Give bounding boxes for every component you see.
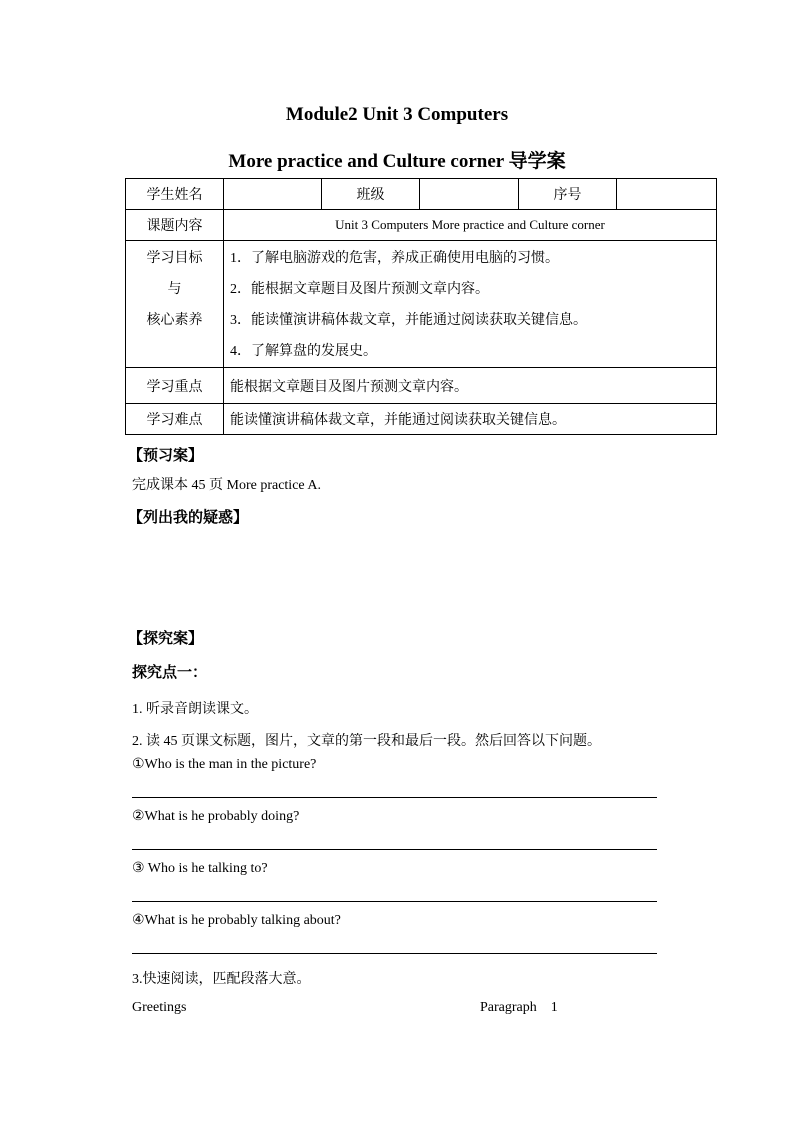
step-2: 2. 读 45 页课文标题，图片，文章的第一段和最后一段。然后回答以下问题。 — [132, 734, 601, 749]
goals-label-line: 与 — [167, 282, 182, 297]
label-difficulty: 学习难点 — [126, 404, 224, 435]
info-table — [125, 178, 717, 435]
difficulty-value: 能读懂演讲稿体裁文章，并能通过阅读获取关键信息。 — [224, 404, 717, 435]
match-right-item: Paragraph 1 — [480, 1000, 558, 1015]
goal-item: 4．了解算盘的发展史。 — [230, 344, 377, 359]
doubts-heading: 【列出我的疑惑】 — [128, 510, 249, 526]
table-row — [126, 179, 717, 210]
preview-heading: 【预习案】 — [128, 448, 204, 464]
class-field[interactable] — [420, 179, 519, 210]
question-3: ③ Who is he talking to? — [132, 861, 268, 876]
label-topic: 课题内容 — [126, 210, 224, 241]
question-4: ④What is he probably talking about? — [132, 913, 341, 928]
page-title: Module2 Unit 3 Computers — [285, 104, 509, 125]
explore-point-heading: 探究点一： — [132, 665, 208, 681]
goals-label-line: 学习目标 — [146, 251, 203, 266]
label-seq: 序号 — [519, 179, 617, 210]
answer-line-1[interactable] — [132, 797, 657, 798]
goal-item: 3．能读懂演讲稿体裁文章，并能通过阅读获取关键信息。 — [230, 313, 587, 328]
question-1: ①Who is the man in the picture? — [132, 757, 317, 772]
step-3: 3.快速阅读，匹配段落大意。 — [132, 972, 311, 987]
question-2: ②What is he probably doing? — [132, 809, 300, 824]
student-name-field[interactable] — [224, 179, 322, 210]
table-row — [126, 368, 717, 404]
answer-line-4[interactable] — [132, 953, 657, 954]
label-student-name: 学生姓名 — [126, 179, 224, 210]
table-row — [126, 210, 717, 241]
goal-item: 1．了解电脑游戏的危害，养成正确使用电脑的习惯。 — [230, 251, 559, 266]
answer-line-2[interactable] — [132, 849, 657, 850]
goal-item: 2．能根据文章题目及图片预测文章内容。 — [230, 282, 489, 297]
page-subtitle: More practice and Culture corner 导学案 — [228, 151, 566, 172]
match-left-item: Greetings — [132, 1000, 187, 1015]
key-point-value: 能根据文章题目及图片预测文章内容。 — [224, 368, 717, 404]
seq-field[interactable] — [617, 179, 717, 210]
step-1: 1. 听录音朗读课文。 — [132, 702, 258, 717]
goals-list — [224, 241, 717, 368]
topic-value: Unit 3 Computers More practice and Culture corner — [224, 210, 717, 241]
answer-line-3[interactable] — [132, 901, 657, 902]
label-key-point: 学习重点 — [126, 368, 224, 404]
label-goals — [126, 241, 224, 368]
label-class: 班级 — [322, 179, 420, 210]
goals-label-line: 核心素养 — [146, 313, 203, 328]
table-row — [126, 404, 717, 435]
preview-task: 完成课本 45 页 More practice A. — [132, 478, 321, 493]
table-row — [126, 241, 717, 368]
explore-heading: 【探究案】 — [128, 631, 204, 647]
